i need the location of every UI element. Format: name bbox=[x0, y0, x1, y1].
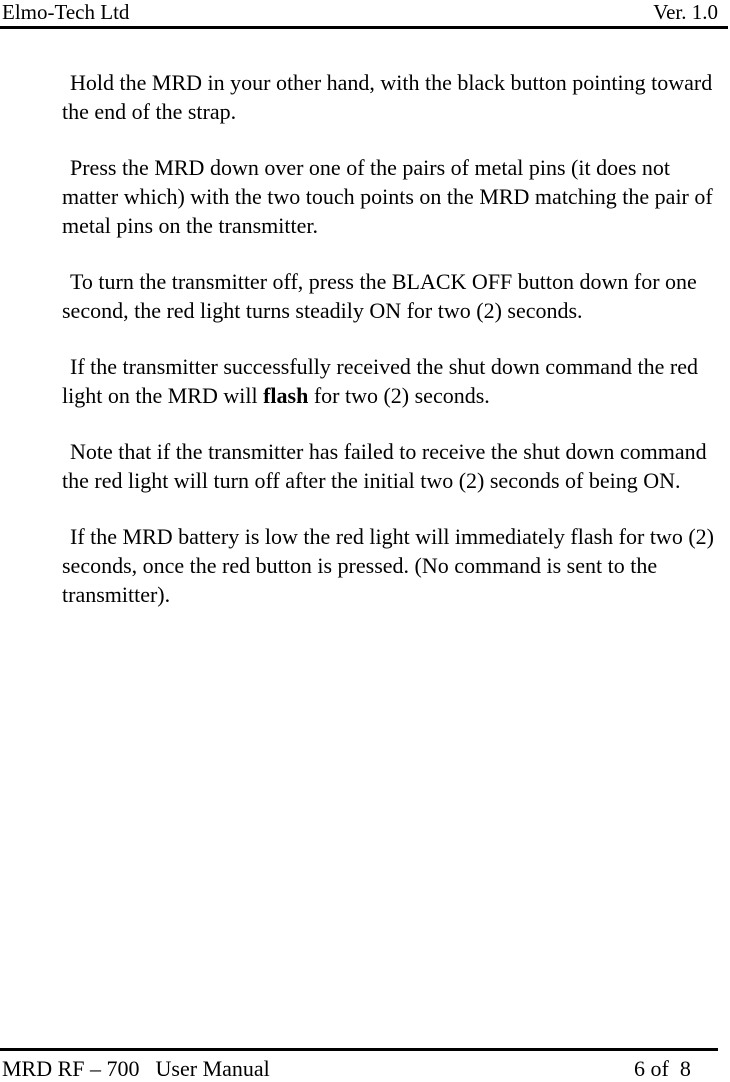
header-version: Ver. 1.0 bbox=[653, 0, 718, 24]
paragraph-text: Press the MRD down over one of the pairs of metal pins (it does not matter which) with the two touch points on the MRD matching the pair of metal pins on the transmitter. bbox=[62, 155, 713, 238]
paragraph-text-before: If the transmitter successfully received the shut down command the red light on the MRD will bbox=[62, 354, 699, 408]
page-header bbox=[0, 0, 728, 29]
paragraph-text: To turn the transmitter off, press the BLACK OFF button down for one second, the red light turns steadily ON for two (2) seconds. bbox=[62, 269, 697, 323]
paragraph-text: If the MRD battery is low the red light will immediately flash for two (2) seconds, once the red button is pressed. (No command is sent to the transmitter). bbox=[62, 524, 714, 607]
footer-doc-type: User Manual bbox=[155, 1056, 270, 1081]
paragraph-press-mrd bbox=[62, 153, 728, 240]
footer-page-number: 6 of 8 bbox=[634, 1056, 691, 1081]
footer-title bbox=[2, 1056, 270, 1082]
page-footer bbox=[0, 1048, 718, 1081]
paragraph-low-battery bbox=[62, 522, 728, 609]
paragraph-turn-off bbox=[62, 267, 728, 325]
paragraph-success bbox=[62, 352, 728, 410]
paragraph-text-after: for two (2) seconds. bbox=[308, 383, 490, 408]
paragraph-bold-word: flash bbox=[263, 383, 309, 408]
header-company: Elmo-Tech Ltd bbox=[2, 0, 130, 24]
paragraph-hold-mrd bbox=[62, 68, 728, 126]
footer-product: MRD RF – 700 bbox=[2, 1056, 140, 1081]
paragraph-text: Hold the MRD in your other hand, with the black button pointing toward the end of the strap. bbox=[62, 70, 713, 124]
paragraph-text: Note that if the transmitter has failed to receive the shut down command the red light will turn off after the initial two (2) seconds of being ON. bbox=[62, 439, 707, 493]
page-body bbox=[62, 68, 728, 636]
paragraph-failure-note bbox=[62, 437, 728, 495]
